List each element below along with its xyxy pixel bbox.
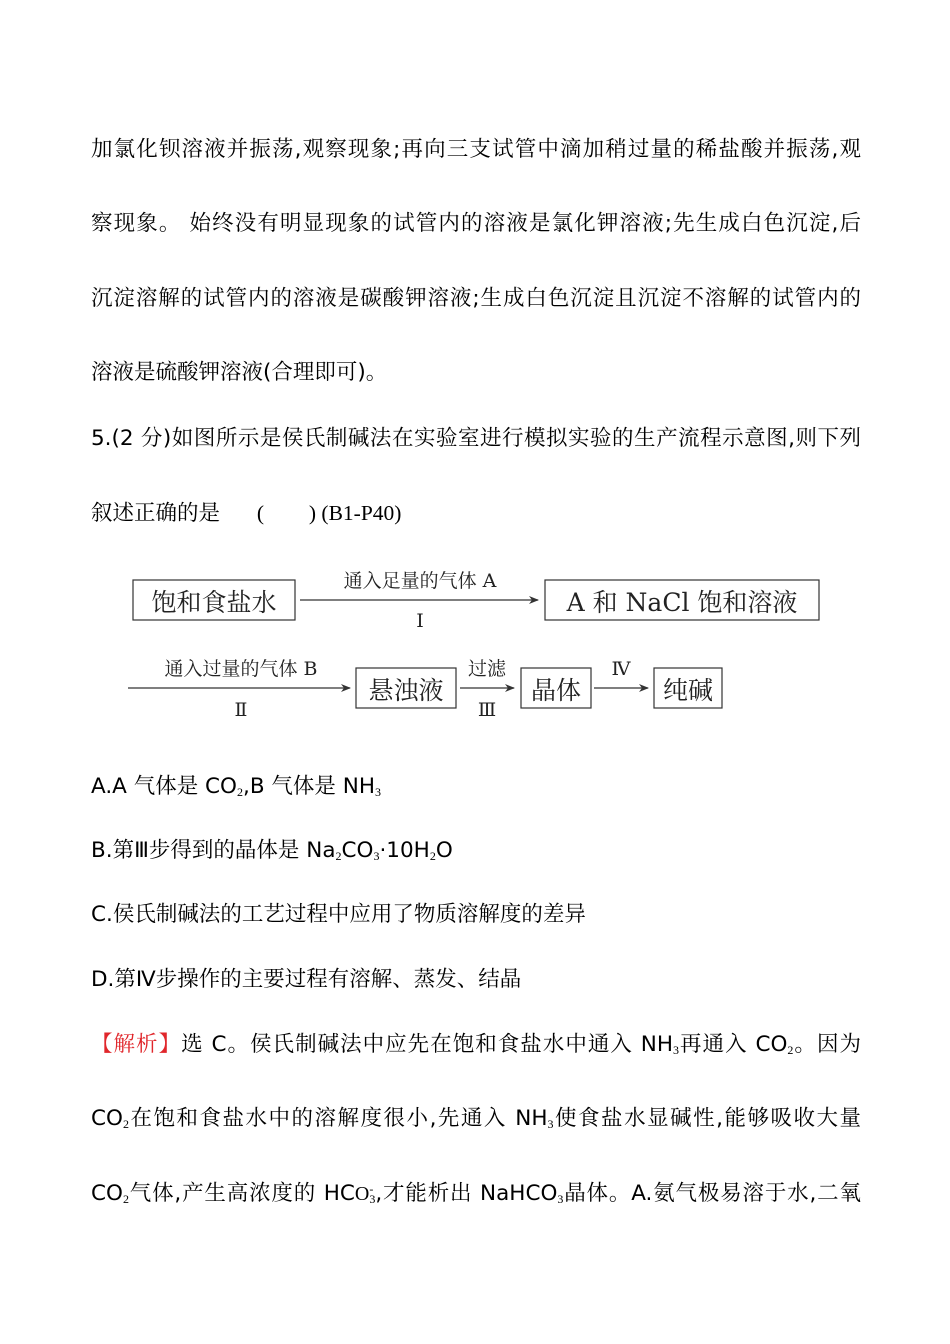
paragraph-line-1: 加氯化钡溶液并振荡,观察现象;再向三支试管中滴加稍过量的稀盐酸并振荡,观 — [91, 137, 861, 162]
option-b-text-1: B.第Ⅲ步得到的晶体是 Na — [91, 838, 336, 863]
option-a-sub-2: 3 — [375, 785, 381, 799]
option-b-text-3: ·10H — [379, 838, 430, 863]
option-b-sub-1: 2 — [335, 849, 342, 863]
option-b-sub-3: 2 — [429, 849, 436, 863]
bicarbonate-o: O — [354, 1183, 370, 1205]
analysis-l3-text-2: 气体,产生高浓度的 HC — [128, 1181, 355, 1206]
box-saturated-brine-label: 饱和食盐水 — [151, 588, 277, 617]
analysis-line-2 — [91, 1104, 861, 1139]
paragraph-line-3: 沉淀溶解的试管内的溶液是碳酸钾溶液;生成白色沉淀且沉淀不溶解的试管内的 — [91, 286, 861, 311]
analysis-line-3 — [91, 1179, 861, 1214]
analysis-l2-text-3: 使食盐水显碱性,能够吸收大量 — [553, 1106, 861, 1131]
arrow-step-4-roman: Ⅳ — [611, 658, 631, 680]
option-a — [91, 772, 861, 807]
answer-paren-close: ) (B1-P40) — [308, 501, 402, 525]
analysis-l2-text-2: 在饱和食盐水中的溶解度很小,先通入 NH — [128, 1106, 548, 1131]
arrow-step-1-top-label: 通入足量的气体 A — [343, 570, 497, 592]
option-a-sub-1: 2 — [236, 785, 243, 799]
paragraph-line-2: 察现象。 始终没有明显现象的试管内的溶液是氯化钾溶液;先生成白色沉淀,后 — [91, 211, 861, 236]
option-b-text-2: CO — [341, 838, 374, 863]
analysis-l3-text-1: CO — [91, 1181, 123, 1206]
analysis-l3-sub-1: 2 — [122, 1192, 129, 1206]
option-b — [91, 836, 861, 871]
option-a-text-1: A.A 气体是 CO — [91, 774, 237, 799]
analysis-l3-text-4: 晶体。A.氨气极易溶于水,二氧 — [563, 1181, 862, 1206]
option-b-sub-2: 3 — [373, 849, 380, 863]
box-a-nacl-solution-label: A 和 NaCl 饱和溶液 — [566, 588, 798, 617]
question-line-1: 5.(2 分)如图所示是侯氏制碱法在实验室进行模拟实验的生产流程示意图,则下列 — [91, 426, 861, 451]
option-b-text-4: O — [435, 838, 453, 863]
analysis-l2-text-1: CO — [91, 1106, 123, 1131]
answer-paren-open: ( — [256, 501, 265, 525]
analysis-l2-sub-2: 3 — [547, 1117, 554, 1131]
analysis-l1-text-2: 再通入 CO — [679, 1032, 788, 1057]
box-crystal-label: 晶体 — [530, 676, 582, 705]
analysis-l3-sub-3: 3 — [557, 1192, 564, 1206]
box-soda-ash-label: 纯碱 — [662, 676, 714, 705]
arrow-step-3-top-label: 过滤 — [467, 658, 507, 680]
option-c: C.侯氏制碱法的工艺过程中应用了物质溶解度的差异 — [91, 902, 586, 927]
option-a-text-2: ,B 气体是 NH — [242, 774, 375, 799]
analysis-label: 【解析】 — [91, 1032, 182, 1057]
arrow-step-1-roman: Ⅰ — [416, 610, 424, 632]
analysis-l1-text-1: 选 C。侯氏制碱法中应先在饱和食盐水中通入 NH — [181, 1032, 674, 1057]
bicarbonate-sup: - — [369, 1182, 374, 1196]
question-stem: 叙述正确的是 — [91, 501, 221, 526]
bicarbonate-sub: 3 — [369, 1192, 376, 1206]
analysis-line-1 — [91, 1030, 861, 1065]
analysis-l1-sub-2: 2 — [787, 1043, 794, 1057]
option-d: D.第Ⅳ步操作的主要过程有溶解、蒸发、结晶 — [91, 967, 522, 992]
analysis-l1-text-3: 。因为 — [793, 1032, 861, 1057]
box-suspension-label: 悬浊液 — [368, 676, 444, 705]
analysis-l2-sub-1: 2 — [122, 1117, 129, 1131]
paragraph-line-4: 溶液是硫酸钾溶液(合理即可)。 — [91, 360, 388, 385]
arrow-step-2-top-label: 通入过量的气体 B — [164, 658, 318, 680]
analysis-l1-sub-1: 3 — [673, 1043, 680, 1057]
arrow-step-2-roman: Ⅱ — [234, 699, 248, 721]
analysis-l3-text-3: ,才能析出 NaHCO — [375, 1181, 558, 1206]
arrow-step-3-roman: Ⅲ — [477, 699, 497, 721]
